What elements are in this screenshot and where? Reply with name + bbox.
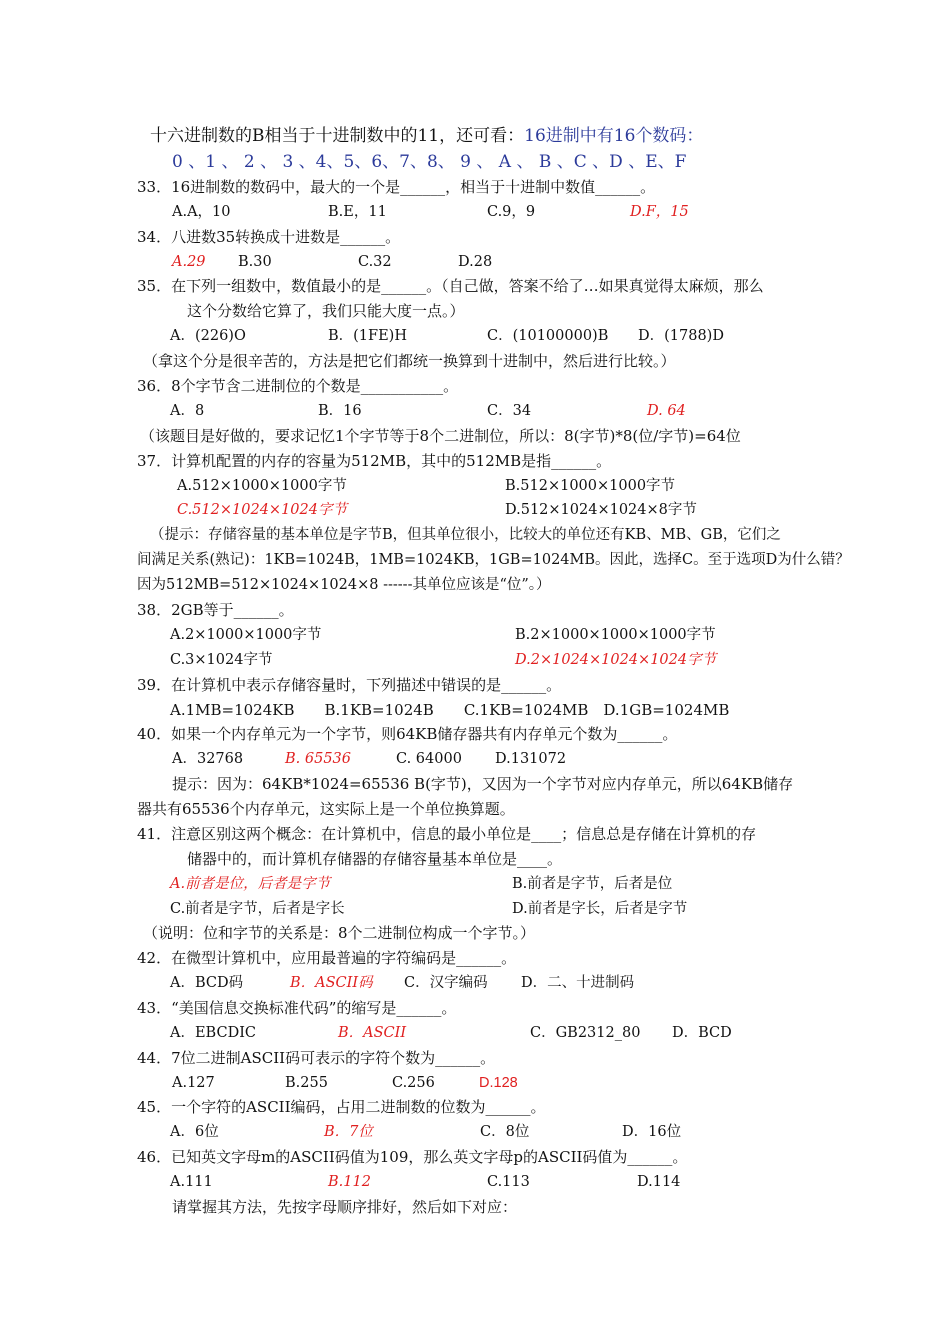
q40-note-2: 器共有65536个内存单元，这实际上是一个单位换算题。 xyxy=(137,800,515,818)
q46-note: 请掌握其方法，先按字母顺序排好，然后如下对应： xyxy=(172,1198,518,1216)
q43-option-a: A．EBCDIC xyxy=(170,1025,257,1041)
q41-note: （说明：位和字节的关系是：8个二进制位构成一个字节。） xyxy=(143,924,536,942)
q44-answer-d: D.128 xyxy=(479,1075,518,1091)
q40-option-c: C. 64000 xyxy=(396,751,462,767)
q45-option-d: D．16位 xyxy=(622,1124,682,1140)
q33-option-b: B.E，11 xyxy=(328,204,387,220)
q35-note: （拿这个分是很辛苦的，方法是把它们都统一换算到十进制中，然后进行比较。） xyxy=(143,352,676,370)
question-42-stem: 42．在微型计算机中，应用最普遍的字符编码是______。 xyxy=(137,949,517,967)
q39-options: A.1MB=1024KB B.1KB=1024B C.1KB=1024MB D.1GB=1024MB xyxy=(170,701,730,719)
q37-option-d: D.512×1024×1024×8字节 xyxy=(505,502,697,518)
q46-option-c: C.113 xyxy=(487,1174,530,1190)
q36-option-a: A．8 xyxy=(170,403,205,419)
q35-option-c: C．(10100000)B xyxy=(487,328,609,344)
q43-answer-b: B．ASCII xyxy=(338,1025,407,1041)
q33-option-c: C.9，9 xyxy=(487,204,536,220)
q41-option-c: C.前者是字节，后者是字长 xyxy=(170,901,345,917)
question-38-stem: 38．2GB等于______。 xyxy=(137,601,294,619)
q38-option-a: A.2×1000×1000字节 xyxy=(170,627,322,643)
hex-digits-line: 0 、1 、 2 、 3 、4、5、6、7、8、 9 、 A 、 B 、C 、D 、E、F xyxy=(172,152,687,172)
question-39-stem: 39．在计算机中表示存储容量时，下列描述中错误的是______。 xyxy=(137,676,562,694)
question-36-stem: 36．8个字节含二进制位的个数是___________。 xyxy=(137,377,459,395)
q37-option-a: A.512×1000×1000字节 xyxy=(177,478,347,494)
q42-answer-b: B．ASCII码 xyxy=(290,975,373,991)
q37-note-3: 因为512MB=512×1024×1024×8 ------其单位应该是“位”。） xyxy=(137,577,551,593)
q42-option-d: D．二、十进制码 xyxy=(521,975,635,991)
q40-note-1: 提示：因为：64KB*1024=65536 B(字节)，又因为一个字节对应内存单元，所以64KB储存 xyxy=(172,775,794,793)
q41-option-d: D.前者是字长，后者是字节 xyxy=(512,901,688,917)
q38-option-b: B.2×1000×1000×1000字节 xyxy=(515,627,716,643)
q33-option-a: A.A，10 xyxy=(172,204,231,220)
q38-option-c: C.3×1024字节 xyxy=(170,652,273,668)
q45-option-a: A．6位 xyxy=(170,1124,219,1140)
q43-option-d: D．BCD xyxy=(672,1025,732,1041)
q37-answer-c: C.512×1024×1024字节 xyxy=(177,502,347,518)
q41-option-b: B.前者是字节，后者是位 xyxy=(512,876,673,892)
q35-option-a: A．(226)O xyxy=(170,328,246,344)
q40-option-a: A．32768 xyxy=(172,751,244,767)
q36-option-b: B．16 xyxy=(318,403,362,419)
question-41-stem-2: 储器中的，而计算机存储器的存储容量基本单位是____。 xyxy=(187,850,563,868)
q37-note-2: 间满足关系(熟记)：1KB=1024B，1MB=1024KB，1GB=1024MB。因此，选择C。至于选项D为什么错？ xyxy=(137,552,850,568)
q37-option-b: B.512×1000×1000字节 xyxy=(505,478,676,494)
q38-answer-d: D.2×1024×1024×1024字节 xyxy=(515,652,717,668)
q33-answer-d: D.F，15 xyxy=(630,204,689,220)
q35-option-d: D．(1788)D xyxy=(638,328,724,344)
q44-option-a: A.127 xyxy=(172,1075,215,1091)
question-44-stem: 44．7位二进制ASCII码可表示的字符个数为______。 xyxy=(137,1049,496,1067)
q36-answer-d: D. 64 xyxy=(647,403,686,419)
q44-option-b: B.255 xyxy=(285,1075,328,1091)
intro-text: 十六进制数的B相当于十进制数中的11，还可看： xyxy=(150,126,525,146)
q45-answer-b: B．7位 xyxy=(324,1124,373,1140)
question-41-stem-1: 41．注意区别这两个概念：在计算机中，信息的最小单位是____；信息总是存储在计算机的存 xyxy=(137,825,757,843)
q44-option-c: C.256 xyxy=(392,1075,435,1091)
q46-option-d: D.114 xyxy=(637,1174,681,1190)
q41-answer-a: A.前者是位，后者是字节 xyxy=(170,876,331,892)
q46-option-a: A.111 xyxy=(170,1174,213,1190)
intro-highlight: 16进制中有16个数码： xyxy=(524,126,704,146)
q34-option-d: D.28 xyxy=(458,254,493,270)
question-45-stem: 45．一个字符的ASCII编码，占用二进制数的位数为______。 xyxy=(137,1098,546,1116)
q36-note: （该题目是好做的，要求记忆1个字节等于8个二进制位，所以：8(字节)*8(位/字节)=64位 xyxy=(140,427,741,445)
q35-option-b: B．(1FE)H xyxy=(328,328,407,344)
q42-option-a: A．BCD码 xyxy=(170,975,244,991)
question-46-stem: 46．已知英文字母m的ASCII码值为109，那么英文字母p的ASCII码值为______。 xyxy=(137,1148,688,1166)
question-34-stem: 34．八进数35转换成十进数是______。 xyxy=(137,228,401,246)
q42-option-c: C．汉字编码 xyxy=(404,975,488,991)
q34-answer-a: A.29 xyxy=(172,254,206,270)
q34-option-c: C.32 xyxy=(358,254,392,270)
question-35-stem-1: 35．在下列一组数中，数值最小的是______。（自己做，答案不给了…如果真觉得太麻烦，那么 xyxy=(137,277,764,295)
q40-answer-b: B. 65536 xyxy=(285,751,352,767)
q34-option-b: B.30 xyxy=(238,254,272,270)
question-40-stem: 40．如果一个内存单元为一个字节，则64KB储存器共有内存单元个数为______。 xyxy=(137,725,678,743)
question-43-stem: 43．“美国信息交换标准代码”的缩写是______。 xyxy=(137,999,457,1017)
question-37-stem: 37．计算机配置的内存的容量为512MB，其中的512MB是指______。 xyxy=(137,452,612,470)
intro-line-1 xyxy=(150,126,703,146)
q43-option-c: C．GB2312_80 xyxy=(530,1025,641,1041)
question-33-stem: 33．16进制数的数码中，最大的一个是______，相当于十进制中数值______。 xyxy=(137,178,656,196)
q40-option-d: D.131072 xyxy=(495,751,567,767)
q37-note-1: （提示：存储容量的基本单位是字节B，但其单位很小，比较大的单位还有KB、MB、GB，它们之 xyxy=(150,527,781,543)
question-35-stem-2: 这个分数给它算了，我们只能大度一点。） xyxy=(187,302,465,320)
q46-answer-b: B.112 xyxy=(328,1174,371,1190)
q45-option-c: C．8位 xyxy=(480,1124,530,1140)
q36-option-c: C．34 xyxy=(487,403,532,419)
